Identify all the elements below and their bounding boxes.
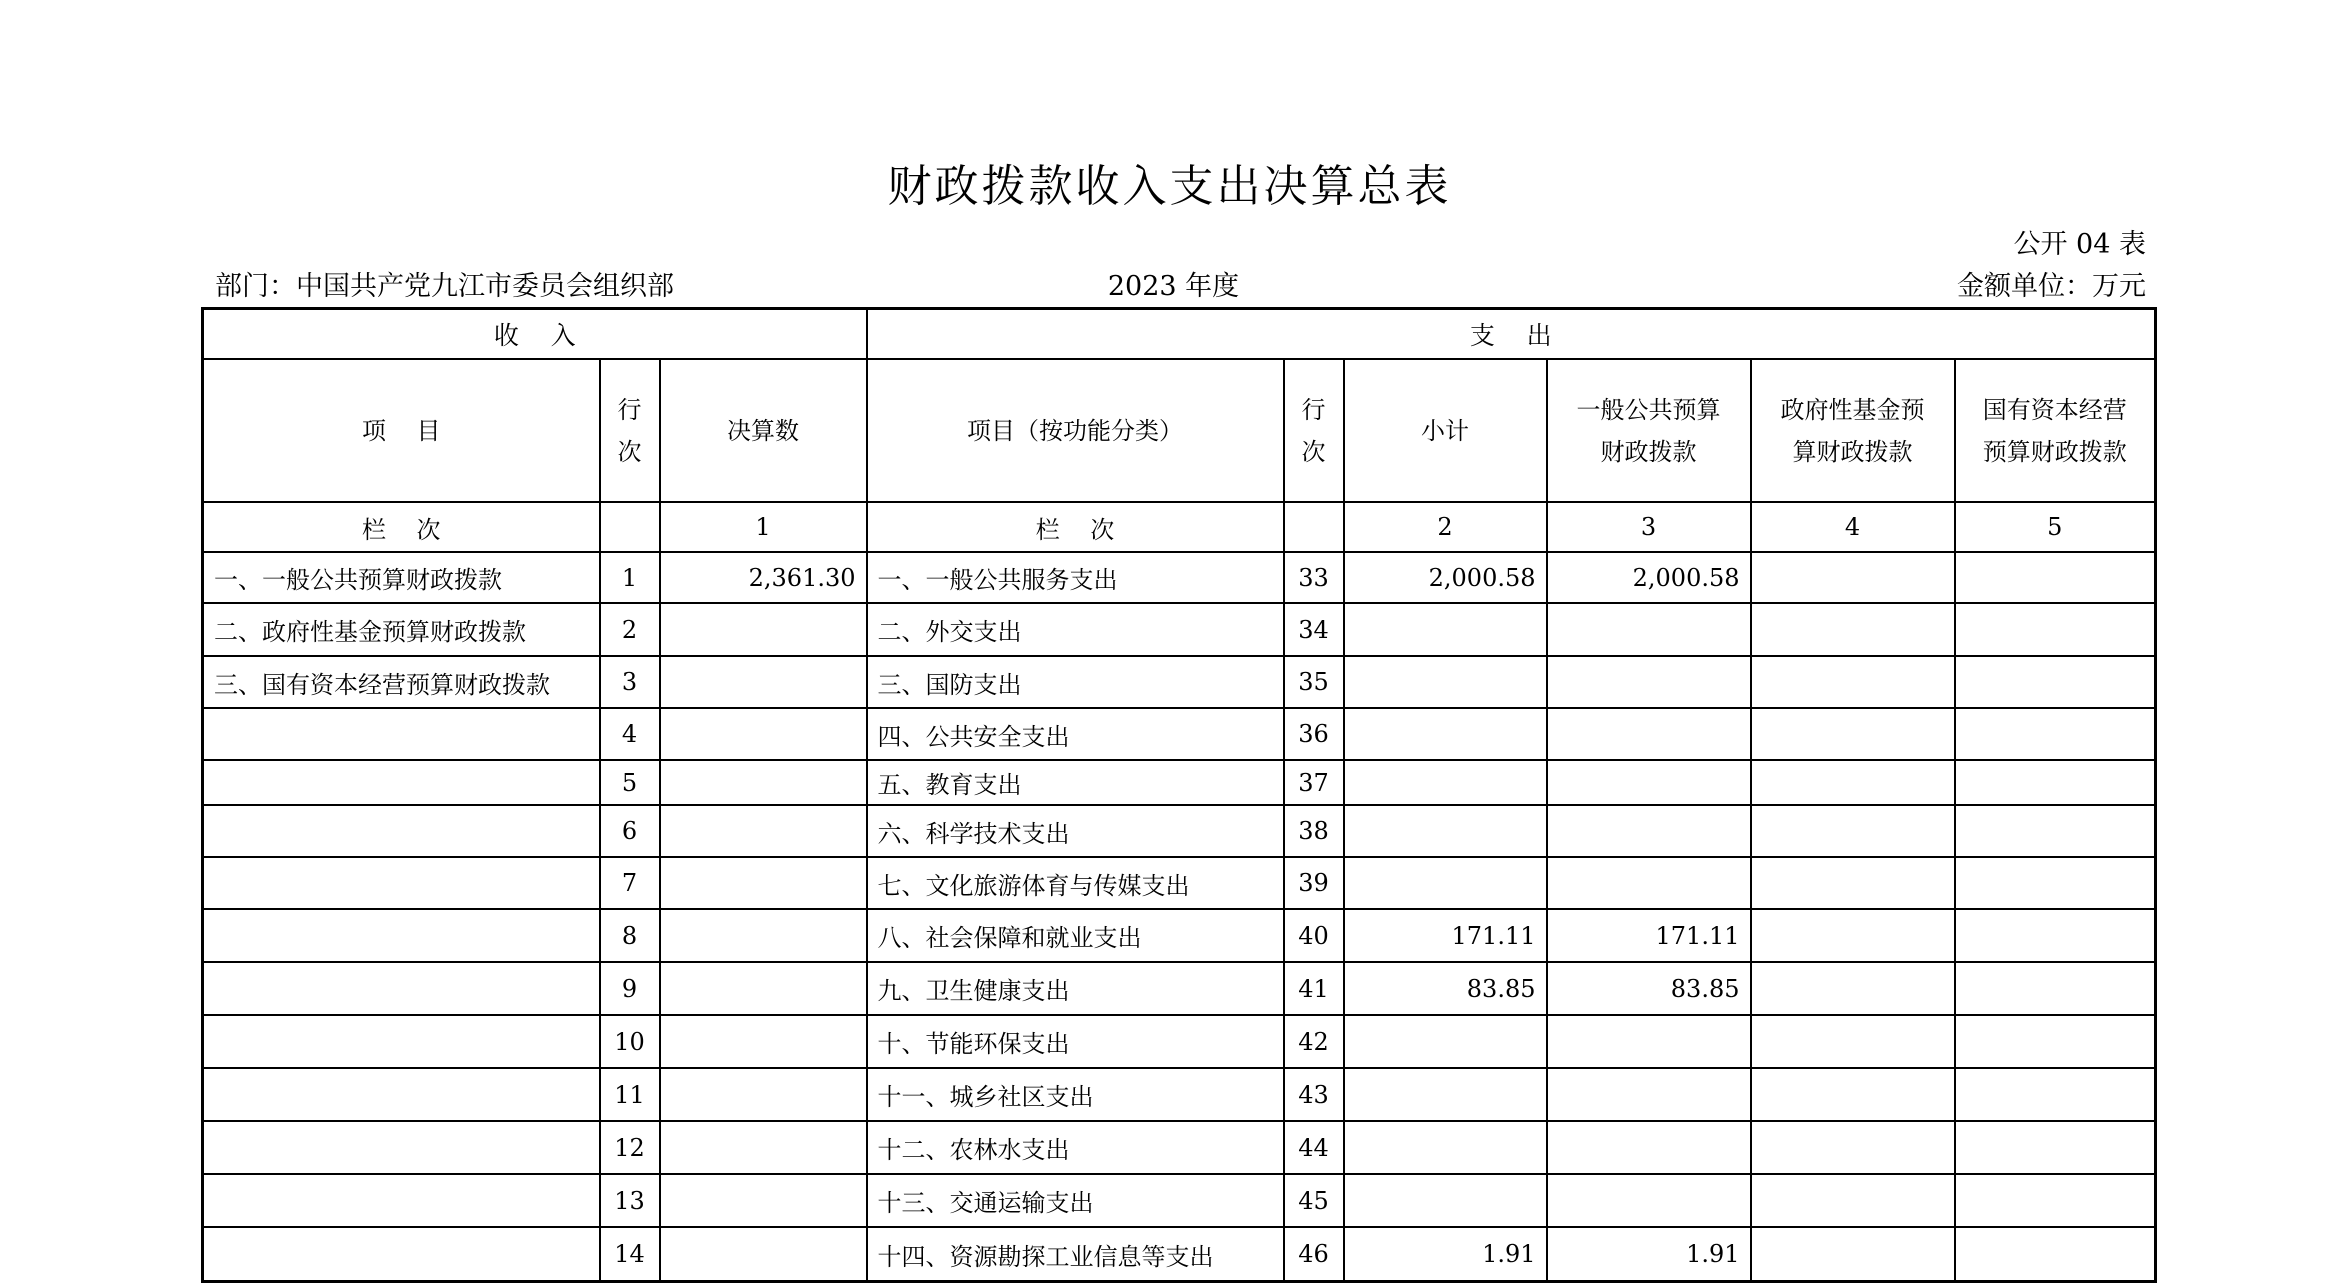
- income-amount-cell: [660, 603, 867, 656]
- income-row-no-cell: 6: [600, 805, 660, 857]
- expense-item-cell: 八、社会保障和就业支出: [867, 909, 1284, 962]
- lanci-label-left: 栏 次: [203, 502, 600, 552]
- income-item-cell: [203, 857, 600, 909]
- income-item-cell: [203, 805, 600, 857]
- col-header-fund: 政府性基金预算财政拨款: [1751, 359, 1955, 502]
- general-budget-cell: 171.11: [1547, 909, 1751, 962]
- income-row-no-cell: 7: [600, 857, 660, 909]
- expense-row-no-cell: 41: [1284, 962, 1344, 1015]
- income-item-cell: [203, 1068, 600, 1121]
- state-capital-cell: [1955, 909, 2156, 962]
- income-row-no-cell: 12: [600, 1121, 660, 1174]
- year-label: 2023 年度: [1107, 271, 1240, 302]
- subtotal-cell: 2,000.58: [1344, 552, 1547, 603]
- table-row: [203, 1227, 2156, 1282]
- expense-item-cell: 四、公共安全支出: [867, 708, 1284, 760]
- table-row: [203, 1121, 2156, 1174]
- state-capital-cell: [1955, 656, 2156, 708]
- table-row: [203, 909, 2156, 962]
- income-amount-cell: [660, 909, 867, 962]
- income-row-no-cell: 8: [600, 909, 660, 962]
- expense-item-cell: 二、外交支出: [867, 603, 1284, 656]
- state-capital-cell: [1955, 1227, 2156, 1282]
- lanci-blank-1: [600, 502, 660, 552]
- expense-item-cell: 一、一般公共服务支出: [867, 552, 1284, 603]
- income-row-no-cell: 14: [600, 1227, 660, 1282]
- state-capital-cell: [1955, 1174, 2156, 1227]
- state-capital-cell: [1955, 962, 2156, 1015]
- table-row: [203, 1174, 2156, 1227]
- expense-row-no-cell: 33: [1284, 552, 1344, 603]
- income-row-no-cell: 10: [600, 1015, 660, 1068]
- table-row: [203, 552, 2156, 603]
- state-capital-cell: [1955, 603, 2156, 656]
- state-capital-cell: [1955, 805, 2156, 857]
- fund-budget-cell: [1751, 1015, 1955, 1068]
- expense-row-no-cell: 39: [1284, 857, 1344, 909]
- lanci-label-right: 栏 次: [867, 502, 1284, 552]
- unit-label: 金额单位：万元: [1957, 271, 2146, 302]
- income-amount-cell: 2,361.30: [660, 552, 867, 603]
- income-item-cell: [203, 760, 600, 805]
- fund-budget-cell: [1751, 603, 1955, 656]
- general-budget-cell: [1547, 1068, 1751, 1121]
- col-header-item: 项 目: [203, 359, 600, 502]
- table-row: [203, 708, 2156, 760]
- subtotal-cell: [1344, 1015, 1547, 1068]
- table-row: [203, 656, 2156, 708]
- subtotal-cell: [1344, 708, 1547, 760]
- table-body: [203, 552, 2156, 1282]
- table-row: [203, 857, 2156, 909]
- general-budget-cell: 1.91: [1547, 1227, 1751, 1282]
- income-amount-cell: [660, 1121, 867, 1174]
- income-group-header: 收 入: [203, 309, 867, 360]
- expense-row-no-cell: 38: [1284, 805, 1344, 857]
- expense-row-no-cell: 37: [1284, 760, 1344, 805]
- fund-budget-cell: [1751, 857, 1955, 909]
- col-header-state: 国有资本经营预算财政拨款: [1955, 359, 2156, 502]
- income-amount-cell: [660, 656, 867, 708]
- fund-budget-cell: [1751, 656, 1955, 708]
- column-header-row: [203, 359, 2156, 502]
- fund-budget-cell: [1751, 805, 1955, 857]
- income-amount-cell: [660, 857, 867, 909]
- expense-item-cell: 十三、交通运输支出: [867, 1174, 1284, 1227]
- group-header-row: [203, 309, 2156, 360]
- state-capital-cell: [1955, 708, 2156, 760]
- general-budget-cell: [1547, 603, 1751, 656]
- income-row-no-cell: 1: [600, 552, 660, 603]
- subtotal-cell: [1344, 857, 1547, 909]
- subtotal-cell: [1344, 656, 1547, 708]
- fund-budget-cell: [1751, 962, 1955, 1015]
- department-label: 部门：中国共产党九江市委员会组织部: [215, 271, 674, 302]
- col-header-row-no-2: 行次: [1284, 359, 1344, 502]
- expense-row-no-cell: 35: [1284, 656, 1344, 708]
- income-row-no-cell: 11: [600, 1068, 660, 1121]
- state-capital-cell: [1955, 1015, 2156, 1068]
- lanci-col-4: 4: [1751, 502, 1955, 552]
- general-budget-cell: [1547, 708, 1751, 760]
- expense-item-cell: 九、卫生健康支出: [867, 962, 1284, 1015]
- subtotal-cell: 83.85: [1344, 962, 1547, 1015]
- subtotal-cell: [1344, 805, 1547, 857]
- lanci-row: [203, 502, 2156, 552]
- table-row: [203, 962, 2156, 1015]
- income-item-cell: [203, 708, 600, 760]
- income-row-no-cell: 9: [600, 962, 660, 1015]
- expense-item-cell: 十一、城乡社区支出: [867, 1068, 1284, 1121]
- state-capital-cell: [1955, 552, 2156, 603]
- income-row-no-cell: 2: [600, 603, 660, 656]
- fund-budget-cell: [1751, 1174, 1955, 1227]
- state-capital-cell: [1955, 1068, 2156, 1121]
- expense-row-no-cell: 40: [1284, 909, 1344, 962]
- general-budget-cell: 83.85: [1547, 962, 1751, 1015]
- general-budget-cell: [1547, 1174, 1751, 1227]
- expense-item-cell: 十、节能环保支出: [867, 1015, 1284, 1068]
- general-budget-cell: [1547, 857, 1751, 909]
- expense-item-cell: 五、教育支出: [867, 760, 1284, 805]
- fund-budget-cell: [1751, 760, 1955, 805]
- expense-row-no-cell: 43: [1284, 1068, 1344, 1121]
- table-row: [203, 1068, 2156, 1121]
- lanci-blank-2: [1284, 502, 1344, 552]
- income-item-cell: [203, 1015, 600, 1068]
- expense-item-cell: 十二、农林水支出: [867, 1121, 1284, 1174]
- general-budget-cell: [1547, 656, 1751, 708]
- expense-item-cell: 六、科学技术支出: [867, 805, 1284, 857]
- income-row-no-cell: 3: [600, 656, 660, 708]
- income-item-cell: [203, 962, 600, 1015]
- table-row: [203, 805, 2156, 857]
- subtotal-cell: [1344, 1121, 1547, 1174]
- expense-row-no-cell: 42: [1284, 1015, 1344, 1068]
- fund-budget-cell: [1751, 1227, 1955, 1282]
- expense-row-no-cell: 36: [1284, 708, 1344, 760]
- lanci-col-5: 5: [1955, 502, 2156, 552]
- income-item-cell: 二、政府性基金预算财政拨款: [203, 603, 600, 656]
- income-item-cell: [203, 1227, 600, 1282]
- general-budget-cell: [1547, 760, 1751, 805]
- lanci-col-1: 1: [660, 502, 867, 552]
- income-amount-cell: [660, 962, 867, 1015]
- expense-row-no-cell: 46: [1284, 1227, 1344, 1282]
- income-row-no-cell: 5: [600, 760, 660, 805]
- col-header-subtotal: 小计: [1344, 359, 1547, 502]
- income-item-cell: 三、国有资本经营预算财政拨款: [203, 656, 600, 708]
- expense-item-cell: 七、文化旅游体育与传媒支出: [867, 857, 1284, 909]
- fund-budget-cell: [1751, 1121, 1955, 1174]
- income-amount-cell: [660, 1068, 867, 1121]
- expense-row-no-cell: 34: [1284, 603, 1344, 656]
- table-row: [203, 603, 2156, 656]
- income-item-cell: [203, 909, 600, 962]
- lanci-col-3: 3: [1547, 502, 1751, 552]
- page-title: 财政拨款收入支出决算总表: [887, 161, 1452, 212]
- income-amount-cell: [660, 1015, 867, 1068]
- state-capital-cell: [1955, 760, 2156, 805]
- subtotal-cell: [1344, 603, 1547, 656]
- form-number: 公开 04 表: [2013, 229, 2146, 260]
- income-item-cell: [203, 1121, 600, 1174]
- col-header-general: 一般公共预算财政拨款: [1547, 359, 1751, 502]
- general-budget-cell: [1547, 1121, 1751, 1174]
- state-capital-cell: [1955, 1121, 2156, 1174]
- fund-budget-cell: [1751, 708, 1955, 760]
- subtotal-cell: [1344, 1068, 1547, 1121]
- state-capital-cell: [1955, 857, 2156, 909]
- income-amount-cell: [660, 708, 867, 760]
- general-budget-cell: [1547, 1015, 1751, 1068]
- subtotal-cell: 1.91: [1344, 1227, 1547, 1282]
- col-header-func-item: 项目（按功能分类）: [867, 359, 1284, 502]
- subtotal-cell: [1344, 760, 1547, 805]
- expense-group-header: 支 出: [867, 309, 2156, 360]
- income-row-no-cell: 4: [600, 708, 660, 760]
- general-budget-cell: 2,000.58: [1547, 552, 1751, 603]
- income-amount-cell: [660, 760, 867, 805]
- income-item-cell: 一、一般公共预算财政拨款: [203, 552, 600, 603]
- meta-row: [201, 264, 2146, 300]
- fund-budget-cell: [1751, 909, 1955, 962]
- expense-row-no-cell: 45: [1284, 1174, 1344, 1227]
- budget-table: [201, 307, 2157, 1283]
- subtotal-cell: 171.11: [1344, 909, 1547, 962]
- income-item-cell: [203, 1174, 600, 1227]
- col-header-final: 决算数: [660, 359, 867, 502]
- income-amount-cell: [660, 805, 867, 857]
- expense-item-cell: 十四、资源勘探工业信息等支出: [867, 1227, 1284, 1282]
- col-header-row-no: 行次: [600, 359, 660, 502]
- income-amount-cell: [660, 1227, 867, 1282]
- fund-budget-cell: [1751, 552, 1955, 603]
- income-row-no-cell: 13: [600, 1174, 660, 1227]
- income-amount-cell: [660, 1174, 867, 1227]
- lanci-col-2: 2: [1344, 502, 1547, 552]
- subtotal-cell: [1344, 1174, 1547, 1227]
- general-budget-cell: [1547, 805, 1751, 857]
- table-row: [203, 1015, 2156, 1068]
- expense-item-cell: 三、国防支出: [867, 656, 1284, 708]
- expense-row-no-cell: 44: [1284, 1121, 1344, 1174]
- table-row: [203, 760, 2156, 805]
- fund-budget-cell: [1751, 1068, 1955, 1121]
